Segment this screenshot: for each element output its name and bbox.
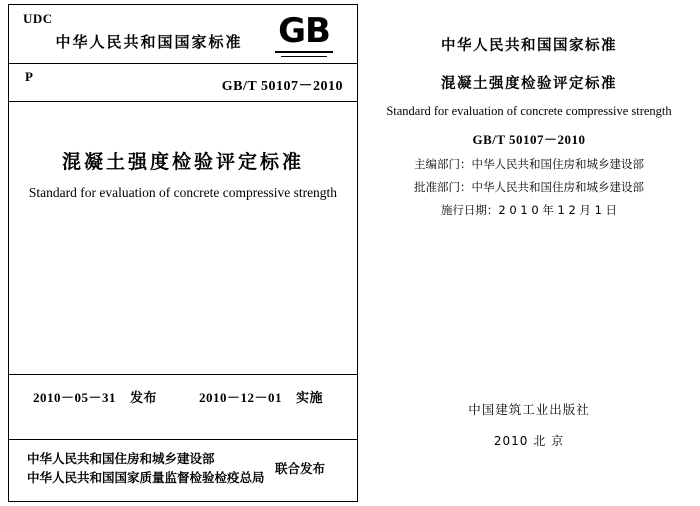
publisher-name: 中国建筑工业出版社 [468, 402, 590, 417]
cover-divider-top [9, 63, 357, 64]
issue-date: 2010－05－31 [33, 390, 117, 405]
cover-divider-third [9, 374, 357, 375]
gb-logo-underline-thin [281, 56, 327, 57]
titlepage-title-zh: 混凝土强度检验评定标准 [441, 76, 617, 92]
effective-date-group [199, 387, 323, 406]
issuer-line-2: 中华人民共和国国家质量监督检验检疫总局 [27, 470, 265, 485]
gb-logo-text: GB [278, 11, 330, 51]
standard-cover [8, 4, 358, 502]
issuer-line-1: 中华人民共和国住房和城乡建设部 [27, 451, 215, 466]
titlepage-national-standard-heading: 中华人民共和国国家标准 [441, 38, 617, 54]
titlepage-standard-code: GB/T 50107－2010 [472, 132, 586, 147]
udc-label: UDC [23, 11, 53, 26]
titlepage-metadata [366, 156, 692, 225]
cover-divider-second [9, 101, 357, 102]
issue-date-group [33, 387, 157, 406]
approver-row: 批准部门：中华人民共和国住房和城乡建设部 [414, 180, 644, 194]
cover-standard-code: GB/T 50107－2010 [221, 79, 343, 94]
standard-title-page [366, 4, 692, 502]
issue-label: 发布 [130, 390, 158, 405]
cover-divider-bottom [9, 439, 357, 440]
effective-date: 2010－12－01 [199, 390, 283, 405]
cover-national-standard-heading: 中华人民共和国国家标准 [55, 33, 243, 51]
chief-editor-row: 主编部门：中华人民共和国住房和城乡建设部 [414, 157, 644, 171]
cover-title-en: Standard for evaluation of concrete compressive strength [28, 185, 338, 200]
gb-logo-underline-thick [275, 51, 333, 53]
classification-code: P [25, 69, 33, 84]
effective-label: 实施 [296, 390, 324, 405]
publication-place-year: 2010 北 京 [493, 434, 565, 448]
joint-issue-label: 联合发布 [275, 461, 326, 476]
effective-date-row: 施行日期：2 0 1 0 年 1 2 月 1 日 [440, 203, 618, 217]
titlepage-title-en: Standard for evaluation of concrete compressive strength [386, 104, 672, 118]
cover-title-zh: 混凝土强度检验评定标准 [61, 151, 304, 173]
gb-logo [273, 13, 335, 57]
